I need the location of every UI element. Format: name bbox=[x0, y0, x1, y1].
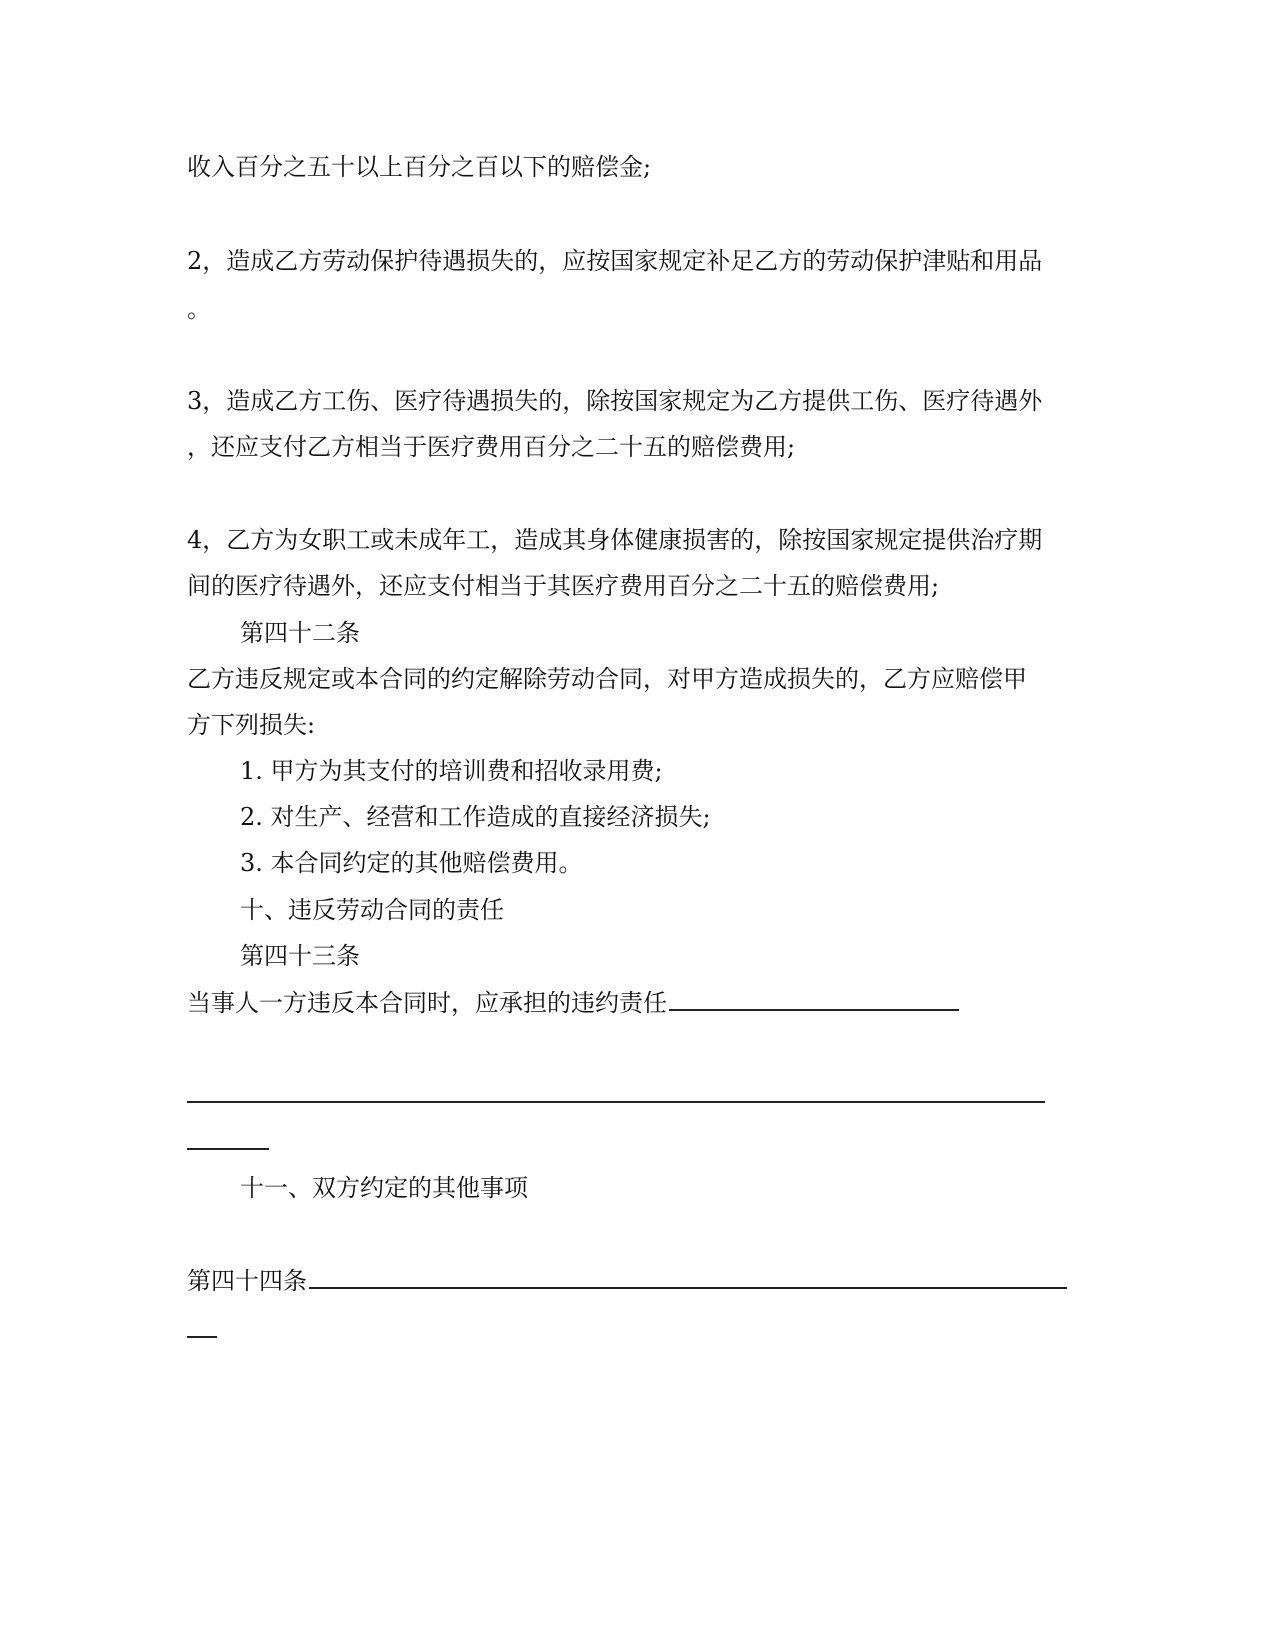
article-43-text: 当事人一方违反本合同时，应承担的违约责任 bbox=[187, 989, 667, 1017]
article-42-item-3: 3. 本合同约定的其他赔偿费用。 bbox=[240, 849, 583, 877]
article-44-line bbox=[187, 1266, 1067, 1296]
fill-in-blank-line bbox=[187, 1101, 1045, 1103]
clause-2-line-1: 2，造成乙方劳动保护待遇损失的，应按国家规定补足乙方的劳动保护津贴和用品 bbox=[187, 247, 1043, 275]
article-43-heading: 第四十三条 bbox=[240, 942, 360, 970]
clause-2-line-2: 。 bbox=[187, 295, 211, 323]
section-11-heading: 十一、双方约定的其他事项 bbox=[240, 1174, 528, 1202]
fill-in-blank-line-end bbox=[187, 1336, 217, 1338]
section-10-heading: 十、违反劳动合同的责任 bbox=[240, 896, 504, 924]
fill-in-blank bbox=[669, 1009, 959, 1011]
clause-4-line-1: 4，乙方为女职工或未成年工，造成其身体健康损害的，除按国家规定提供治疗期 bbox=[187, 526, 1043, 554]
fill-in-blank-line-end bbox=[187, 1148, 269, 1150]
clause-3-line-1: 3，造成乙方工伤、医疗待遇损失的，除按国家规定为乙方提供工伤、医疗待遇外 bbox=[187, 387, 1043, 415]
paragraph-line: 收入百分之五十以上百分之百以下的赔偿金; bbox=[187, 153, 652, 181]
fill-in-blank bbox=[309, 1287, 1067, 1289]
article-42-item-1: 1. 甲方为其支付的培训费和招收录用费; bbox=[240, 757, 663, 785]
article-42-item-2: 2. 对生产、经营和工作造成的直接经济损失; bbox=[240, 803, 711, 831]
article-42-heading: 第四十二条 bbox=[240, 619, 360, 647]
article-43-line bbox=[187, 988, 959, 1018]
article-44-text: 第四十四条 bbox=[187, 1267, 307, 1295]
article-42-line-2: 方下列损失: bbox=[187, 711, 316, 739]
clause-4-line-2: 间的医疗待遇外，还应支付相当于其医疗费用百分之二十五的赔偿费用; bbox=[187, 572, 940, 600]
article-42-line-1: 乙方违反规定或本合同的约定解除劳动合同，对甲方造成损失的，乙方应赔偿甲 bbox=[187, 665, 1027, 693]
clause-3-line-2: ，还应支付乙方相当于医疗费用百分之二十五的赔偿费用; bbox=[187, 433, 796, 461]
